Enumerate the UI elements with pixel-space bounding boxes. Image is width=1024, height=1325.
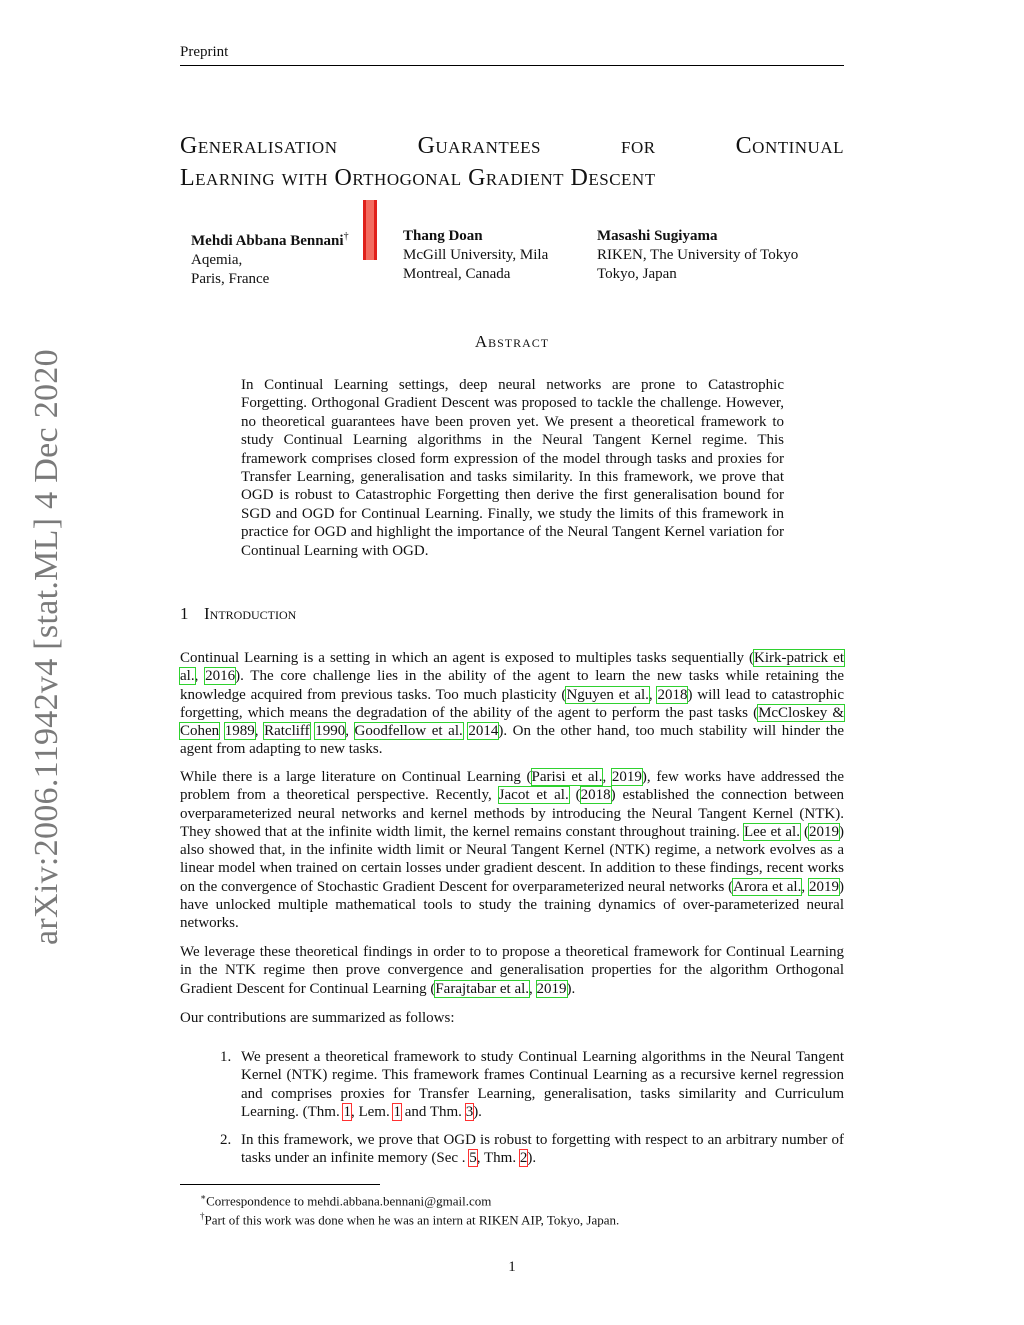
page-number: 1 [508,1259,516,1275]
text-run: In this framework, we prove that OGD is robust to forgetting with respect to an arbitrary number of tasks under an infinite memory (Sec . [241,1132,844,1167]
contributions-list [220,1048,844,1168]
citation-link[interactable]: 2014 [468,723,499,740]
text-run: , [345,723,355,740]
running-head: Preprint [180,44,229,60]
citation-link[interactable]: 2019 [611,769,642,785]
author-location: Paris, France [191,271,270,287]
citation-link[interactable]: Farajtabar et al. [435,980,530,997]
text-run: ), few works have addressed the problem from a theoretical perspective. Recently, [180,769,844,804]
text-run: , [194,668,206,685]
author-name: Thang Doan [403,228,483,244]
footnote-mark: † [200,1211,205,1221]
footnote-1 [200,1189,491,1209]
intro-paragraph-2 [180,768,844,933]
citation-link[interactable]: Ratcliff [264,723,310,740]
citation-link[interactable]: Nguyen et al. [566,686,649,703]
intro-paragraph-4: Our contributions are summarized as follows: [180,1010,455,1026]
text-run: ). On the other hand, too much stability will hinder the agent from adapting to new tasks. [180,723,845,758]
text-run [219,723,225,739]
list-item [220,1048,844,1121]
citation-link[interactable]: 2018 [580,787,611,804]
citation-link[interactable]: McCloskey & Cohen [180,704,844,740]
list-number: 1. [220,1049,232,1065]
text-run: ) also showed that, in the infinite width limit or Neural Tangent Kernel (NTK) regime, a network evolves as a linear model when trained on certain losses under gradient descent. In addition to these findings, recent works on the convergence of Stochastic Gradient Descent for overparameterized neural networks ( [180,823,844,895]
author-name: Mehdi Abbana Bennani [191,233,344,249]
list-number: 2. [220,1132,232,1149]
footnote-text: Correspondence to mehdi.abbana.bennani@gmail.com [206,1193,492,1209]
intro-paragraph-1 [180,649,844,759]
text-run: ( [799,823,809,840]
section-ref-link[interactable]: 5 [469,1150,477,1167]
author-location: Montreal, Canada [403,266,511,282]
text-run: We present a theoretical framework to study Continual Learning algorithms in the Neural Tangent Kernel (NTK) regime. This framework frames Continual Learning as a recursive kernel regression and comprises proxies for Transfer Learning, generalisation, tasks similarity and Curriculum Learning. (Thm. [241,1049,844,1120]
title-line-1: Generalisation Guarantees for Continual [180,133,844,159]
text-run: ). The core challenge lies in the ability of the agent to learn the new tasks while retaining the knowledge acquired from previous tasks. Too much plasticity ( [180,668,844,703]
footnote-mark: ∗ [200,1192,207,1202]
header-rule [180,65,844,66]
citation-link[interactable]: 2018 [657,686,688,703]
text-run: , [254,723,265,740]
text-run: , [801,878,809,895]
intro-paragraph-3 [180,943,844,998]
theorem-ref-link[interactable]: 1 [343,1103,351,1120]
citation-link[interactable]: 2019 [809,823,839,840]
section-heading [180,604,296,624]
citation-link[interactable]: 1989 [224,723,255,740]
citation-link[interactable]: Kirk-patrick et al. [180,650,844,685]
text-run: , [648,686,658,703]
text-run: ). [473,1103,482,1120]
text-run: ( [568,787,581,804]
citation-link[interactable]: Arora et al. [733,878,802,895]
author-block-2 [403,227,548,284]
abstract-text: In Continual Learning settings, deep neural networks are prone to Catastrophic Forgetting. Orthogonal Gradient Descent was proposed to tackle the challenge. However, no theoretical guarantees have been proven yet. We present a theoretical framework to study Continual Learning algorithms in the Neural Tangent Kernel regime. This framework comprises closed form expression of the model through tasks and proxies for Transfer Learning, generalisation and tasks similarity. In this framework, we prove that OGD is robust to Catastrophic Forgetting then derive the first generalisation bound for SGD and OGD for Continual Learning. Finally, we study the limits of this framework in practice for OGD and highlight the importance of the Neural Tangent Kernel variation for Continual Learning with OGD. [241,377,784,559]
theorem-ref-link[interactable]: 2 [519,1150,528,1167]
text-run: ) will lead to catastrophic forgetting, which means the degradation of the ability of the agent to perform the past tasks ( [180,686,845,721]
section-title: Introduction [204,604,297,623]
citation-link[interactable]: 2019 [809,878,839,895]
abstract-heading: Abstract [474,332,550,351]
text-run: ) have unlocked multiple mathematical tools to study the training dynamics of over-parameterized neural networks. [180,878,844,932]
citation-link[interactable]: Parisi et al. [531,769,603,785]
author-location: Tokyo, Japan [597,266,677,282]
author-affiliation: RIKEN, The University of Tokyo [597,247,799,263]
citation-link[interactable]: 1990 [315,723,346,740]
footnote-text: Part of this work was done when he was an intern at RIKEN AIP, Tokyo, Japan. [204,1212,620,1228]
text-run: ). [566,980,576,997]
footnote-2 [200,1208,619,1228]
text-run: Continual Learning is a setting in which an agent is exposed to multiples tasks sequentially ( [180,650,755,666]
footnote-mark[interactable]: † [343,231,349,242]
text-run: and Thm. [400,1103,466,1120]
paper-title [180,130,844,194]
author-block-1 [191,227,349,289]
text-run: While there is a large literature on Continual Learning ( [180,769,532,785]
author-affiliation: McGill University, Mila [403,247,549,263]
text-run: ). [527,1150,537,1167]
footnote-rule [180,1184,380,1185]
citation-link[interactable]: 2019 [536,980,567,997]
text-run: , Lem. [350,1103,394,1120]
text-run: ) established the connection between overparameterized neural networks and kernel methods by introducing the Neural Tangent Kernel (NTK). They showed that at the infinite width limit, the kernel remains constant throughout training. [180,787,844,840]
text-run: , Thm. [476,1150,520,1167]
author-block-3 [597,227,798,284]
text-run: , [602,769,612,785]
list-item [220,1131,844,1168]
highlight-marker [363,200,377,260]
citation-link[interactable]: Goodfellow et al. [354,723,463,740]
lemma-ref-link[interactable]: 1 [393,1103,401,1120]
section-number: 1 [180,604,189,623]
theorem-ref-link[interactable]: 3 [465,1103,474,1120]
author-name: Masashi Sugiyama [597,228,718,244]
citation-link[interactable]: 2016 [205,668,236,685]
citation-link[interactable]: Lee et al. [743,823,800,840]
author-affiliation: Aqemia, [191,252,243,268]
title-line-2: Learning with Orthogonal Gradient Descent [180,165,656,191]
arxiv-identifier[interactable]: arXiv:2006.11942v4 [stat.ML] 4 Dec 2020 [28,349,65,945]
text-run: , [529,980,537,997]
text-run: We leverage these theoretical findings in order to to propose a theoretical framework for Continual Learning in the NTK regime then prove convergence and generalisation properties for the algorithm Orthogonal Gradient Descent for Continual Learning ( [180,944,844,997]
citation-link[interactable]: Jacot et al. [498,787,569,804]
